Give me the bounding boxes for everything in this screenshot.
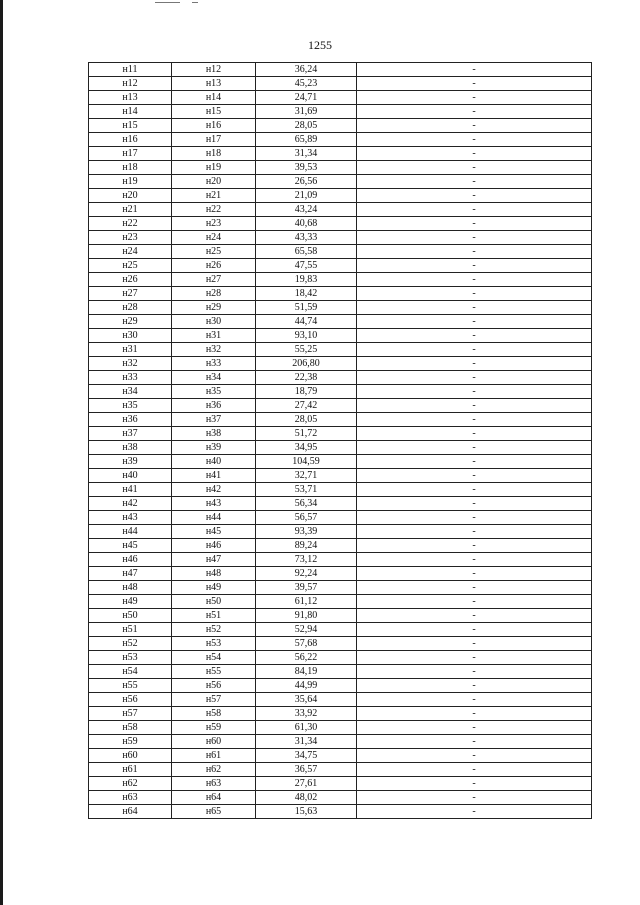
note-cell: - (357, 595, 592, 609)
length-cell: 34,75 (256, 749, 357, 763)
note-cell: - (357, 385, 592, 399)
note-cell: - (357, 665, 592, 679)
length-cell: 31,69 (256, 105, 357, 119)
table-row (89, 469, 592, 483)
from-point-cell: н12 (89, 77, 172, 91)
from-point-cell: н29 (89, 315, 172, 329)
note-cell: - (357, 217, 592, 231)
from-point-cell: н48 (89, 581, 172, 595)
table-row (89, 511, 592, 525)
to-point-cell: н58 (172, 707, 256, 721)
from-point-cell: н21 (89, 203, 172, 217)
to-point-cell: н65 (172, 805, 256, 819)
from-point-cell: н39 (89, 455, 172, 469)
table-row (89, 189, 592, 203)
length-cell: 39,57 (256, 581, 357, 595)
from-point-cell: н55 (89, 679, 172, 693)
table-row (89, 413, 592, 427)
length-cell: 61,30 (256, 721, 357, 735)
length-cell: 31,34 (256, 735, 357, 749)
length-cell: 73,12 (256, 553, 357, 567)
to-point-cell: н44 (172, 511, 256, 525)
note-cell: - (357, 679, 592, 693)
table-row (89, 371, 592, 385)
note-cell: - (357, 707, 592, 721)
table-row (89, 721, 592, 735)
length-cell: 18,42 (256, 287, 357, 301)
length-cell: 47,55 (256, 259, 357, 273)
top-scan-mark (192, 2, 198, 3)
note-cell: - (357, 329, 592, 343)
table-row (89, 791, 592, 805)
note-cell: - (357, 651, 592, 665)
table-row (89, 77, 592, 91)
length-cell: 56,34 (256, 497, 357, 511)
from-point-cell: н49 (89, 595, 172, 609)
to-point-cell: н55 (172, 665, 256, 679)
note-cell: - (357, 637, 592, 651)
length-cell: 36,24 (256, 63, 357, 77)
length-cell: 56,22 (256, 651, 357, 665)
note-cell: - (357, 91, 592, 105)
table-row (89, 245, 592, 259)
to-point-cell: н13 (172, 77, 256, 91)
to-point-cell: н53 (172, 637, 256, 651)
note-cell: - (357, 427, 592, 441)
table-row (89, 133, 592, 147)
table-body (89, 63, 592, 819)
length-cell: 65,58 (256, 245, 357, 259)
table-row (89, 315, 592, 329)
from-point-cell: н18 (89, 161, 172, 175)
to-point-cell: н43 (172, 497, 256, 511)
length-cell: 45,23 (256, 77, 357, 91)
length-cell: 93,39 (256, 525, 357, 539)
to-point-cell: н30 (172, 315, 256, 329)
table-row (89, 665, 592, 679)
table-row (89, 161, 592, 175)
table-row (89, 707, 592, 721)
table-row (89, 399, 592, 413)
table-row (89, 441, 592, 455)
table-row (89, 651, 592, 665)
table-row (89, 455, 592, 469)
length-cell: 21,09 (256, 189, 357, 203)
table-row (89, 763, 592, 777)
to-point-cell: н60 (172, 735, 256, 749)
to-point-cell: н42 (172, 483, 256, 497)
from-point-cell: н22 (89, 217, 172, 231)
length-cell: 206,80 (256, 357, 357, 371)
length-cell: 92,24 (256, 567, 357, 581)
length-cell: 93,10 (256, 329, 357, 343)
from-point-cell: н34 (89, 385, 172, 399)
table-row (89, 147, 592, 161)
note-cell: - (357, 497, 592, 511)
table-row (89, 623, 592, 637)
length-cell: 57,68 (256, 637, 357, 651)
to-point-cell: н35 (172, 385, 256, 399)
note-cell: - (357, 189, 592, 203)
note-cell: - (357, 343, 592, 357)
table-row (89, 595, 592, 609)
to-point-cell: н61 (172, 749, 256, 763)
table-row (89, 777, 592, 791)
from-point-cell: н20 (89, 189, 172, 203)
table-row (89, 231, 592, 245)
page-number: 1255 (308, 38, 332, 52)
to-point-cell: н63 (172, 777, 256, 791)
table-row (89, 217, 592, 231)
to-point-cell: н24 (172, 231, 256, 245)
table-row (89, 539, 592, 553)
page-left-edge (0, 0, 3, 905)
from-point-cell: н53 (89, 651, 172, 665)
from-point-cell: н43 (89, 511, 172, 525)
note-cell: - (357, 259, 592, 273)
table-row (89, 63, 592, 77)
to-point-cell: н23 (172, 217, 256, 231)
table-row (89, 567, 592, 581)
length-cell: 44,99 (256, 679, 357, 693)
to-point-cell: н56 (172, 679, 256, 693)
from-point-cell: н52 (89, 637, 172, 651)
note-cell: - (357, 553, 592, 567)
table-row (89, 749, 592, 763)
from-point-cell: н27 (89, 287, 172, 301)
note-cell: - (357, 721, 592, 735)
to-point-cell: н27 (172, 273, 256, 287)
from-point-cell: н17 (89, 147, 172, 161)
to-point-cell: н37 (172, 413, 256, 427)
to-point-cell: н59 (172, 721, 256, 735)
note-cell: - (357, 175, 592, 189)
note-cell: - (357, 525, 592, 539)
note-cell: - (357, 455, 592, 469)
to-point-cell: н16 (172, 119, 256, 133)
table-row (89, 175, 592, 189)
table-row (89, 301, 592, 315)
from-point-cell: н23 (89, 231, 172, 245)
from-point-cell: н50 (89, 609, 172, 623)
table-row (89, 343, 592, 357)
note-cell: - (357, 567, 592, 581)
note-cell: - (357, 483, 592, 497)
table-row (89, 287, 592, 301)
note-cell: - (357, 413, 592, 427)
length-cell: 40,68 (256, 217, 357, 231)
to-point-cell: н47 (172, 553, 256, 567)
note-cell: - (357, 245, 592, 259)
note-cell: - (357, 273, 592, 287)
from-point-cell: н58 (89, 721, 172, 735)
table-row (89, 105, 592, 119)
note-cell: - (357, 77, 592, 91)
to-point-cell: н25 (172, 245, 256, 259)
to-point-cell: н14 (172, 91, 256, 105)
to-point-cell: н19 (172, 161, 256, 175)
table-row (89, 805, 592, 819)
length-cell: 43,33 (256, 231, 357, 245)
from-point-cell: н41 (89, 483, 172, 497)
to-point-cell: н45 (172, 525, 256, 539)
table-row (89, 553, 592, 567)
length-cell: 33,92 (256, 707, 357, 721)
from-point-cell: н44 (89, 525, 172, 539)
length-cell: 27,42 (256, 399, 357, 413)
from-point-cell: н56 (89, 693, 172, 707)
length-cell: 22,38 (256, 371, 357, 385)
from-point-cell: н54 (89, 665, 172, 679)
length-cell: 18,79 (256, 385, 357, 399)
from-point-cell: н28 (89, 301, 172, 315)
to-point-cell: н36 (172, 399, 256, 413)
to-point-cell: н18 (172, 147, 256, 161)
length-cell: 28,05 (256, 119, 357, 133)
from-point-cell: н19 (89, 175, 172, 189)
to-point-cell: н52 (172, 623, 256, 637)
from-point-cell: н62 (89, 777, 172, 791)
from-point-cell: н24 (89, 245, 172, 259)
from-point-cell: н57 (89, 707, 172, 721)
from-point-cell: н16 (89, 133, 172, 147)
to-point-cell: н34 (172, 371, 256, 385)
from-point-cell: н26 (89, 273, 172, 287)
length-cell: 32,71 (256, 469, 357, 483)
length-cell: 34,95 (256, 441, 357, 455)
note-cell: - (357, 693, 592, 707)
note-cell: - (357, 805, 592, 819)
from-point-cell: н30 (89, 329, 172, 343)
note-cell: - (357, 399, 592, 413)
note-cell: - (357, 63, 592, 77)
length-cell: 55,25 (256, 343, 357, 357)
to-point-cell: н54 (172, 651, 256, 665)
from-point-cell: н14 (89, 105, 172, 119)
length-cell: 26,56 (256, 175, 357, 189)
table-row (89, 259, 592, 273)
to-point-cell: н64 (172, 791, 256, 805)
note-cell: - (357, 147, 592, 161)
note-cell: - (357, 105, 592, 119)
length-cell: 48,02 (256, 791, 357, 805)
from-point-cell: н64 (89, 805, 172, 819)
from-point-cell: н11 (89, 63, 172, 77)
table-row (89, 483, 592, 497)
to-point-cell: н41 (172, 469, 256, 483)
note-cell: - (357, 777, 592, 791)
length-cell: 53,71 (256, 483, 357, 497)
to-point-cell: н29 (172, 301, 256, 315)
note-cell: - (357, 539, 592, 553)
length-cell: 52,94 (256, 623, 357, 637)
to-point-cell: н48 (172, 567, 256, 581)
to-point-cell: н21 (172, 189, 256, 203)
from-point-cell: н63 (89, 791, 172, 805)
length-cell: 39,53 (256, 161, 357, 175)
to-point-cell: н32 (172, 343, 256, 357)
from-point-cell: н47 (89, 567, 172, 581)
from-point-cell: н15 (89, 119, 172, 133)
note-cell: - (357, 203, 592, 217)
note-cell: - (357, 133, 592, 147)
note-cell: - (357, 623, 592, 637)
to-point-cell: н49 (172, 581, 256, 595)
from-point-cell: н45 (89, 539, 172, 553)
note-cell: - (357, 763, 592, 777)
table-row (89, 525, 592, 539)
table-row (89, 735, 592, 749)
table-row (89, 329, 592, 343)
note-cell: - (357, 119, 592, 133)
to-point-cell: н51 (172, 609, 256, 623)
length-cell: 89,24 (256, 539, 357, 553)
note-cell: - (357, 301, 592, 315)
note-cell: - (357, 791, 592, 805)
length-cell: 84,19 (256, 665, 357, 679)
from-point-cell: н33 (89, 371, 172, 385)
length-cell: 19,83 (256, 273, 357, 287)
table-row (89, 91, 592, 105)
to-point-cell: н26 (172, 259, 256, 273)
note-cell: - (357, 735, 592, 749)
note-cell: - (357, 511, 592, 525)
from-point-cell: н25 (89, 259, 172, 273)
to-point-cell: н39 (172, 441, 256, 455)
to-point-cell: н12 (172, 63, 256, 77)
to-point-cell: н40 (172, 455, 256, 469)
to-point-cell: н31 (172, 329, 256, 343)
table-row (89, 581, 592, 595)
length-cell: 43,24 (256, 203, 357, 217)
from-point-cell: н32 (89, 357, 172, 371)
from-point-cell: н61 (89, 763, 172, 777)
note-cell: - (357, 371, 592, 385)
table-row (89, 497, 592, 511)
note-cell: - (357, 749, 592, 763)
table-row (89, 385, 592, 399)
from-point-cell: н59 (89, 735, 172, 749)
note-cell: - (357, 441, 592, 455)
from-point-cell: н36 (89, 413, 172, 427)
from-point-cell: н46 (89, 553, 172, 567)
note-cell: - (357, 315, 592, 329)
to-point-cell: н33 (172, 357, 256, 371)
from-point-cell: н60 (89, 749, 172, 763)
to-point-cell: н38 (172, 427, 256, 441)
table-row (89, 273, 592, 287)
length-cell: 56,57 (256, 511, 357, 525)
length-cell: 65,89 (256, 133, 357, 147)
table-row (89, 119, 592, 133)
length-cell: 35,64 (256, 693, 357, 707)
to-point-cell: н57 (172, 693, 256, 707)
length-cell: 61,12 (256, 595, 357, 609)
length-cell: 51,72 (256, 427, 357, 441)
to-point-cell: н46 (172, 539, 256, 553)
boundary-points-table (88, 62, 592, 819)
note-cell: - (357, 581, 592, 595)
table-row (89, 427, 592, 441)
table-row (89, 693, 592, 707)
table-row (89, 357, 592, 371)
to-point-cell: н20 (172, 175, 256, 189)
length-cell: 27,61 (256, 777, 357, 791)
to-point-cell: н50 (172, 595, 256, 609)
table-row (89, 203, 592, 217)
note-cell: - (357, 287, 592, 301)
note-cell: - (357, 609, 592, 623)
length-cell: 24,71 (256, 91, 357, 105)
length-cell: 91,80 (256, 609, 357, 623)
from-point-cell: н13 (89, 91, 172, 105)
to-point-cell: н62 (172, 763, 256, 777)
length-cell: 104,59 (256, 455, 357, 469)
length-cell: 31,34 (256, 147, 357, 161)
length-cell: 28,05 (256, 413, 357, 427)
to-point-cell: н15 (172, 105, 256, 119)
table-row (89, 637, 592, 651)
table-row (89, 609, 592, 623)
length-cell: 51,59 (256, 301, 357, 315)
from-point-cell: н37 (89, 427, 172, 441)
note-cell: - (357, 469, 592, 483)
from-point-cell: н31 (89, 343, 172, 357)
to-point-cell: н22 (172, 203, 256, 217)
from-point-cell: н38 (89, 441, 172, 455)
to-point-cell: н28 (172, 287, 256, 301)
table-row (89, 679, 592, 693)
length-cell: 44,74 (256, 315, 357, 329)
to-point-cell: н17 (172, 133, 256, 147)
length-cell: 15,63 (256, 805, 357, 819)
from-point-cell: н40 (89, 469, 172, 483)
from-point-cell: н42 (89, 497, 172, 511)
top-scan-mark (155, 2, 180, 3)
length-cell: 36,57 (256, 763, 357, 777)
from-point-cell: н35 (89, 399, 172, 413)
note-cell: - (357, 357, 592, 371)
from-point-cell: н51 (89, 623, 172, 637)
note-cell: - (357, 231, 592, 245)
note-cell: - (357, 161, 592, 175)
